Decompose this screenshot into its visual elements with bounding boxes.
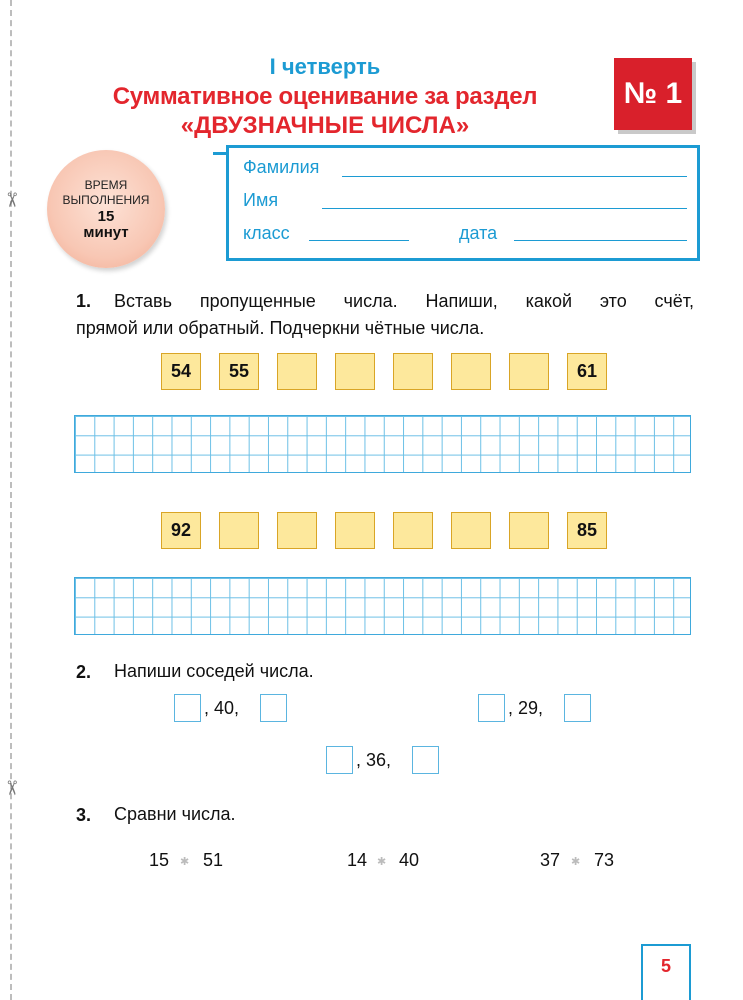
section-title: «ДВУЗНАЧНЫЕ ЧИСЛА»: [180, 112, 470, 139]
time-label-2: ВЫПОЛНЕНИЯ: [62, 193, 150, 207]
time-value: 15: [97, 208, 115, 225]
compare-left-number: 37: [540, 850, 561, 870]
neighbor-number: , 36,: [356, 750, 392, 770]
compare-placeholder[interactable]: ✱: [377, 856, 387, 868]
number-box: 61: [567, 353, 607, 390]
writing-grid-1[interactable]: [74, 415, 691, 473]
number-box-empty[interactable]: [277, 353, 317, 390]
writing-grid-2[interactable]: [74, 577, 691, 635]
compare-placeholder[interactable]: ✱: [571, 856, 581, 868]
number-box: 85: [567, 512, 607, 549]
time-unit: минут: [83, 224, 129, 241]
task-1-text-line-2: прямой или обратный. Подчеркни чётные числа.: [76, 318, 485, 338]
number-box: 55: [219, 353, 259, 390]
number-box-empty[interactable]: [335, 512, 375, 549]
student-info-box: [226, 145, 700, 261]
task-3-number: 3.: [76, 805, 92, 825]
time-circle: [47, 150, 165, 268]
number-box-empty[interactable]: [451, 353, 491, 390]
class-field[interactable]: [309, 240, 409, 241]
class-label: класс: [243, 223, 290, 243]
number-box-empty[interactable]: [509, 512, 549, 549]
number-box-empty[interactable]: [393, 353, 433, 390]
number-box: 54: [161, 353, 201, 390]
number-box-empty[interactable]: [335, 353, 375, 390]
compare-placeholder[interactable]: ✱: [180, 856, 190, 868]
number-box-empty[interactable]: [219, 512, 259, 549]
number-box: 92: [161, 512, 201, 549]
page-number-tab: [641, 944, 691, 1000]
compare-left-number: 15: [149, 850, 170, 870]
compare-right-number: 51: [203, 850, 224, 870]
quarter-title: I четверть: [269, 54, 381, 79]
date-field[interactable]: [514, 240, 687, 241]
neighbor-after-box[interactable]: [412, 746, 439, 774]
number-box-empty[interactable]: [393, 512, 433, 549]
cut-line: [10, 0, 12, 1000]
assessment-title: Суммативное оценивание за раздел: [112, 83, 538, 110]
task-2-number: 2.: [76, 662, 92, 682]
scissors-icon: ✂: [0, 779, 22, 797]
page-number: 5: [660, 956, 671, 976]
neighbor-after-box[interactable]: [564, 694, 591, 722]
name-field[interactable]: [322, 208, 687, 209]
compare-right-number: 73: [594, 850, 615, 870]
number-box-empty[interactable]: [451, 512, 491, 549]
compare-left-number: 14: [347, 850, 368, 870]
scissors-icon: ✂: [0, 191, 22, 209]
compare-right-number: 40: [399, 850, 420, 870]
task-2-text: Напиши соседей числа.: [114, 661, 314, 681]
date-label: дата: [459, 223, 498, 243]
neighbor-after-box[interactable]: [260, 694, 287, 722]
neighbor-before-box[interactable]: [326, 746, 353, 774]
name-label: Имя: [243, 190, 279, 210]
task-3-text: Сравни числа.: [114, 804, 236, 824]
assessment-number-badge: № 1: [614, 58, 692, 130]
number-box-empty[interactable]: [509, 353, 549, 390]
neighbor-number: , 29,: [508, 698, 544, 718]
time-label-1: ВРЕМЯ: [84, 178, 128, 192]
neighbor-before-box[interactable]: [478, 694, 505, 722]
neighbor-before-box[interactable]: [174, 694, 201, 722]
surname-label: Фамилия: [243, 157, 320, 177]
number-box-empty[interactable]: [277, 512, 317, 549]
task-1-text-line-1: Вставь пропущенные числа. Напиши, какой это счёт,: [114, 291, 694, 311]
surname-field[interactable]: [342, 176, 687, 177]
task-1-number: 1.: [76, 291, 92, 311]
neighbor-number: , 40,: [204, 698, 240, 718]
